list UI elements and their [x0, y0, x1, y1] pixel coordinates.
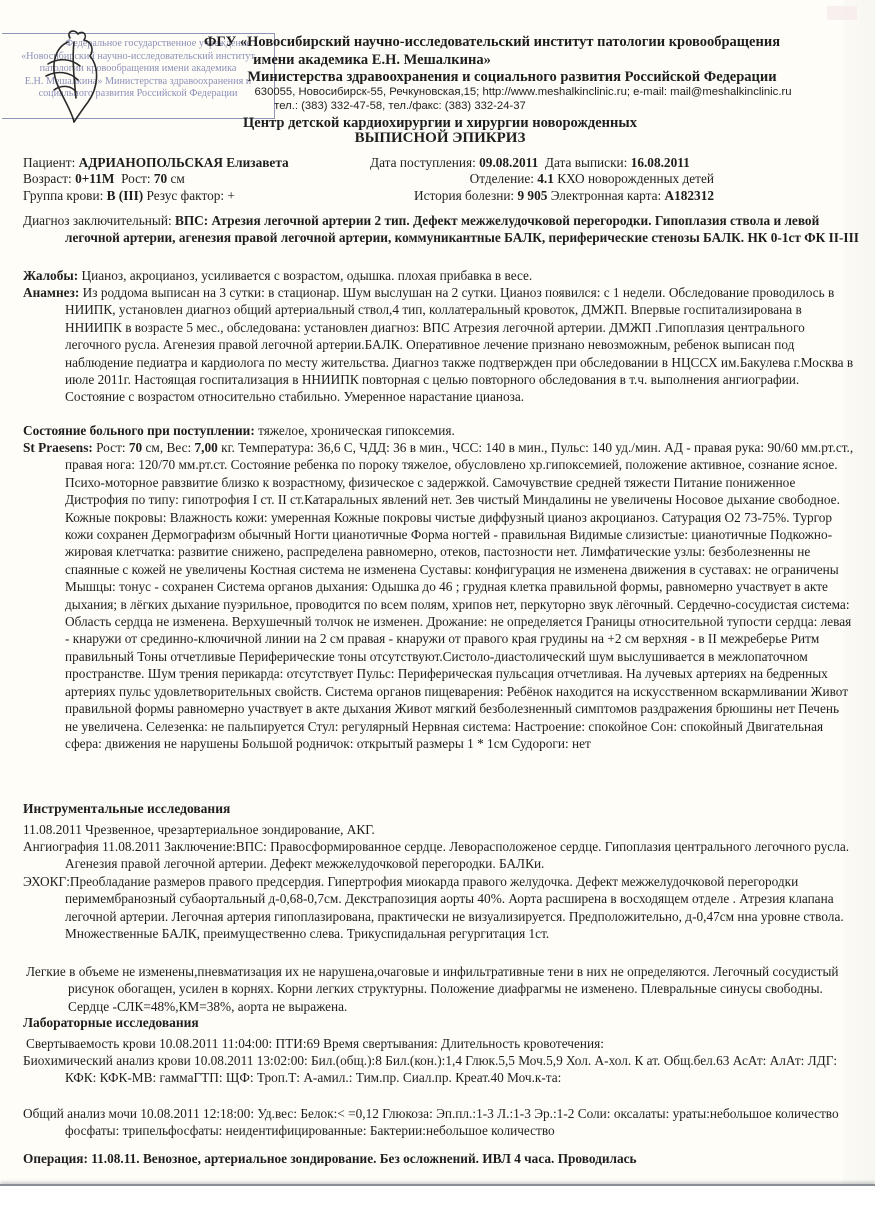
- institute-name-line1: ФГУ «Новосибирский научно-исследовательский институт патологии кровообращения: [203, 34, 781, 50]
- patient-name: АДРИАНОПОЛЬСКАЯ Елизавета: [78, 155, 289, 170]
- discharge-date-label: Дата выписки:: [544, 155, 631, 170]
- department-row: [470, 170, 714, 187]
- lab-item: Общий анализ мочи 10.08.2011 12:18:00: Уд.вес: Белок:< =0,12 Глюкоза: Эп.пл.:1-3 Л.:1-3 Эр.:1-2 Соли: оксалаты: ураты:небольшое количество фосфаты: трипельфосфаты: неидентифицированные: Бактерии:небольшое количество: [23, 1106, 839, 1139]
- anamnesis-text: Из роддома выписан на 3 сутки: в стационар. Шум выслушан на 2 сутки. Цианоз появился: с 1 недели. Обследование проводилось в НИИПК, установлен диагноз общий артериальный ствол,4 тип, коллатеральный кровоток, ДМЖП. Впервые госпитализирована в ННИИПК в возрасте 5 мес., обследована: установлен диагноз: ВПС Атрезия легочной артерии. ДМЖП .Гипоплазия центрального легочного русла. Агенезия правой легочной артерии.БАЛК. Оперативное лечение признано невозможным, ребенок выписан под наблюдение педиатра и кардиолога по месту жительства. Диагноз также подтвержден при обследовании в НЦССХ им.Бакулева г.Москва в июле 2011г. Настоящая госпитализация в ННИИПК повторная с целью повторного обследования в т.ч. выполнения ангиографии. Состояние с возрастом относительно стабильно. Умеренное нарастание цианоза.: [65, 285, 854, 405]
- stamp-line: социального развития Российской Федерации: [38, 88, 238, 99]
- height-value: 70: [153, 171, 168, 186]
- card-number: A182312: [664, 188, 714, 203]
- document-title: ВЫПИСНОЙ ЭПИКРИЗ: [354, 130, 526, 146]
- patient-blood-row: [23, 187, 235, 204]
- rh-factor: Резус фактор: +: [143, 188, 235, 203]
- lab-item: Биохимический анализ крови 10.08.2011 13:02:00: Бил.(общ.):8 Бил.(кон.):1,4 Глюк.5,5 Моч.5,9 Хол. А-хол. К ат. Общ.бел.63 АсАт: АлАт: ЛДГ: КФК: КФК-МВ: гаммаГТП: ЩФ: Троп.Т: А-амил.: Тим.пр. Сиал.пр. Креат.40 Моч.к-та:: [23, 1053, 838, 1086]
- department-number: 4.1: [537, 171, 554, 186]
- anamnesis-label: Анамнез:: [23, 285, 80, 300]
- stamp-line: патологии кровообращения имени академика: [39, 63, 237, 74]
- history-label: История болезни:: [414, 188, 518, 203]
- instrumental-section-title: Инструментальные исследования: [23, 801, 231, 816]
- instrumental-item: Ангиография 11.08.2011 Заключение:ВПС: Правосформированное сердце. Леворасположеное сердце. Гипоплазия центрального легочного русла. Агенезия правой легочной артерии. Дефект межжелудочковой перегородки. БАЛКи.: [23, 839, 850, 872]
- height-label: Рост:: [121, 171, 154, 186]
- dates-row: [370, 154, 690, 171]
- sp-weight-value: 7,00: [194, 440, 218, 455]
- institute-address: 630055, Новосибирск-55, Речкуновская,15; http://www.meshalkinclinic.ru; e-mail: mail@meshalkinclinic.ru: [254, 86, 792, 98]
- diagnosis-label: Диагноз заключительный:: [23, 213, 175, 228]
- admission-date-label: Дата поступления:: [370, 155, 480, 170]
- age-value: 0+11М: [75, 171, 115, 186]
- instrumental-item: Легкие в объеме не изменены,пневматизация их не нарушена,очаговые и инфильтративные тени в них не определяются. Легочный сосудистый рисунок обогащен, усилен в корнях. Корни легких структурны. Положение диафрагмы не изменено. Плевральные синусы свободны. Сердце -СЛК=48%,КМ=38%, аорта не выражена.: [26, 964, 839, 1014]
- department-name: КХО новорожденных детей: [553, 171, 714, 186]
- patient-age-row: [23, 170, 185, 187]
- status-praesens: [23, 439, 855, 752]
- history-number: 9 905: [517, 188, 548, 203]
- institute-name-line2: имени академика Е.Н. Мешалкина»: [253, 52, 491, 68]
- history-row: [414, 187, 714, 204]
- page-torn-edge: [0, 1184, 875, 1206]
- diagnosis-text: ВПС: Атрезия легочной артерии 2 тип. Дефект межжелудочковой перегородки. Гипоплазия ствола и левой легочной артерии, агенезия правой легочной артерии, коммуникантные БАЛК, периферические стенозы БАЛК. НК 0-1ст ФК II-III: [65, 213, 859, 246]
- stamp-line: Е.Н. Мешалкина» Министерства здравоохранения и: [24, 75, 252, 87]
- admission-state: [23, 422, 845, 439]
- heart-logo-icon: [40, 28, 115, 126]
- patient-name-label: Пациент:: [23, 155, 79, 170]
- sp-height-value: 70: [128, 440, 143, 455]
- blood-group-label: Группа крови:: [23, 188, 107, 203]
- st-praesens-text: кг. Температура: 36,6 С, ЧДД: 36 в мин., ЧСС: 140 в мин., Пульс: 140 уд./мин. АД - правая рука: 90/60 мм.рт.ст., правая нога: 120/70 мм.рт.ст. Состояние ребенка по пороку тяжелое, обусловлено хр.гипоксемией, положение активное, сознание ясное. Психо-моторное равзвитие близко к возрастному, физическое с задержкой. Самочувствие средней тяжести Питание пониженное Дистрофия по типу: гипотрофия I ст. II ст.Катаральных явлений нет. Зев чистый Миндалины не увеличены Носовое дыхание свободное. Кожные покровы: Влажность кожи: умеренная Кожные покровы чистые диффузный цианоз акроцианоз. Сатурация О2 73-75%. Тургор кожи сохранен Дермографизм обычный Ногти цианотичные Форма ногтей - правильная Видимые слизистые: цианотичные Подкожно-жировая клетчатка: развитие снижено, распределена равномерно, отеков, пастозности нет. Лимфатические узлы: безболезненны не спаянные с кожей не увеличены Костная система не изменена Суставы: конфигурация не изменена движения в суставах: не ограничены Мышцы: тонус - сохранен Система органов дыхания: Одышка до 46 ; грудная клетка правильной формы, равномерно участвует в акте дыхания; в лёгких дыхание пуэрильное, проводится по всем полям, хрипов нет, перкуторно звук лёгочный. Сердечно-сосудистая система: Область сердца не изменена. Верхушечный толчок не изменен. Дрожание: не определяется Границы относительной тупости сердца: левая - кнаружи от срединно-ключичной линии на 2 см правая - кнаружи от правого края грудины на +2 см верхняя - в II межреберье Ритм правильный Тоны отчетливые Периферические тоны отсутствуют.Систоло-диастолический шум выслушивается в межлопаточном пространстве. Шум трения перикарда: отсутствует Пульс: Периферическая пульсация отчетливая. На лучевых артериях на бедренных артериях пульс удовлетворительных свойств. Система органов пищеварения: Ребёнок находится на искусственном вскармливании Живот правильной формы равномерно участвует в акте дыхания Живот мягкий безболезненный симптомов раздражения брюшины нет Печень не увеличена. Селезенка: не пальпируется Стул: регулярный Нервная система: Настроение: спокойное Сон: спокойный Двигательная сфера: движения не нарушены Большой родничок: открытый размеры 1 * 1см Судороги: нет: [65, 440, 854, 751]
- patient-name-row: [23, 154, 289, 171]
- discharge-date: 16.08.2011: [630, 155, 690, 170]
- institute-phones: тел.: (383) 332-47-58, тел./факс: (383) 332-24-37: [274, 100, 526, 112]
- lab-item: Свертываемость крови 10.08.2011 11:04:00: ПТИ:69 Время свертывания: Длительность кровотечения:: [26, 1036, 604, 1051]
- stamp-line: Федеральное государственное учреждение: [65, 38, 251, 49]
- ministry-name: Министерства здравоохранения и социального развития Российской Федерации: [247, 69, 777, 85]
- operation-note: Операция: 11.08.11. Венозное, артериальное зондирование. Без осложнений. ИВЛ 4 часа. Проводилась: [23, 1151, 637, 1166]
- instrumental-item: 11.08.2011 Чрезвенное, чрезартериальное зондирование, АКГ.: [23, 822, 375, 837]
- admission-state-text: тяжелое, хроническая гипоксемия.: [254, 423, 455, 438]
- admission-date: 09.08.2011: [479, 155, 539, 170]
- anamnesis: [23, 284, 855, 406]
- final-diagnosis: [23, 212, 865, 247]
- st-praesens-label: St Praesens:: [23, 440, 93, 455]
- complaints: [23, 267, 845, 284]
- age-label: Возраст:: [23, 171, 76, 186]
- blood-group-value: B (III): [106, 188, 144, 203]
- laboratory-section-title: Лабораторные исследования: [23, 1015, 199, 1030]
- complaints-label: Жалобы:: [23, 268, 79, 283]
- corner-mark: [827, 6, 857, 20]
- sp-weight-label: см, Вес:: [142, 440, 195, 455]
- center-name: Центр детской кардиохирургии и хирургии новорожденных: [243, 115, 637, 131]
- stamp-line: «Новосибирский научно-исследовательский институт: [21, 50, 255, 62]
- department-label: Отделение:: [469, 171, 538, 186]
- sp-height-label: Рост:: [92, 440, 129, 455]
- height-unit: см: [167, 171, 185, 186]
- instrumental-item: ЭХОКГ:Преобладание размеров правого предсердия. Гипертрофия миокарда правого желудочка. Дефект межжелудочковой перегородки перимембранозный субаортальный д-0,68-0,7см. Декстрапозиция аорты 40%. Аорта расширена в восходящем отделе . Атрезия клапана легочной артерии. Легочная артерия гипоплазирована, практически не визуализируется. Предположительно, д-0,47см нна уровне ствола. Множественные БАЛК, преимущественно слева. Трикуспидальная регургитация 1ст.: [23, 874, 844, 942]
- card-label: Электронная карта:: [547, 188, 665, 203]
- admission-state-label: Состояние больного при поступлении:: [23, 423, 255, 438]
- complaints-text: Цианоз, акроцианоз, усиливается с возрастом, одышка. плохая прибавка в весе.: [78, 268, 533, 283]
